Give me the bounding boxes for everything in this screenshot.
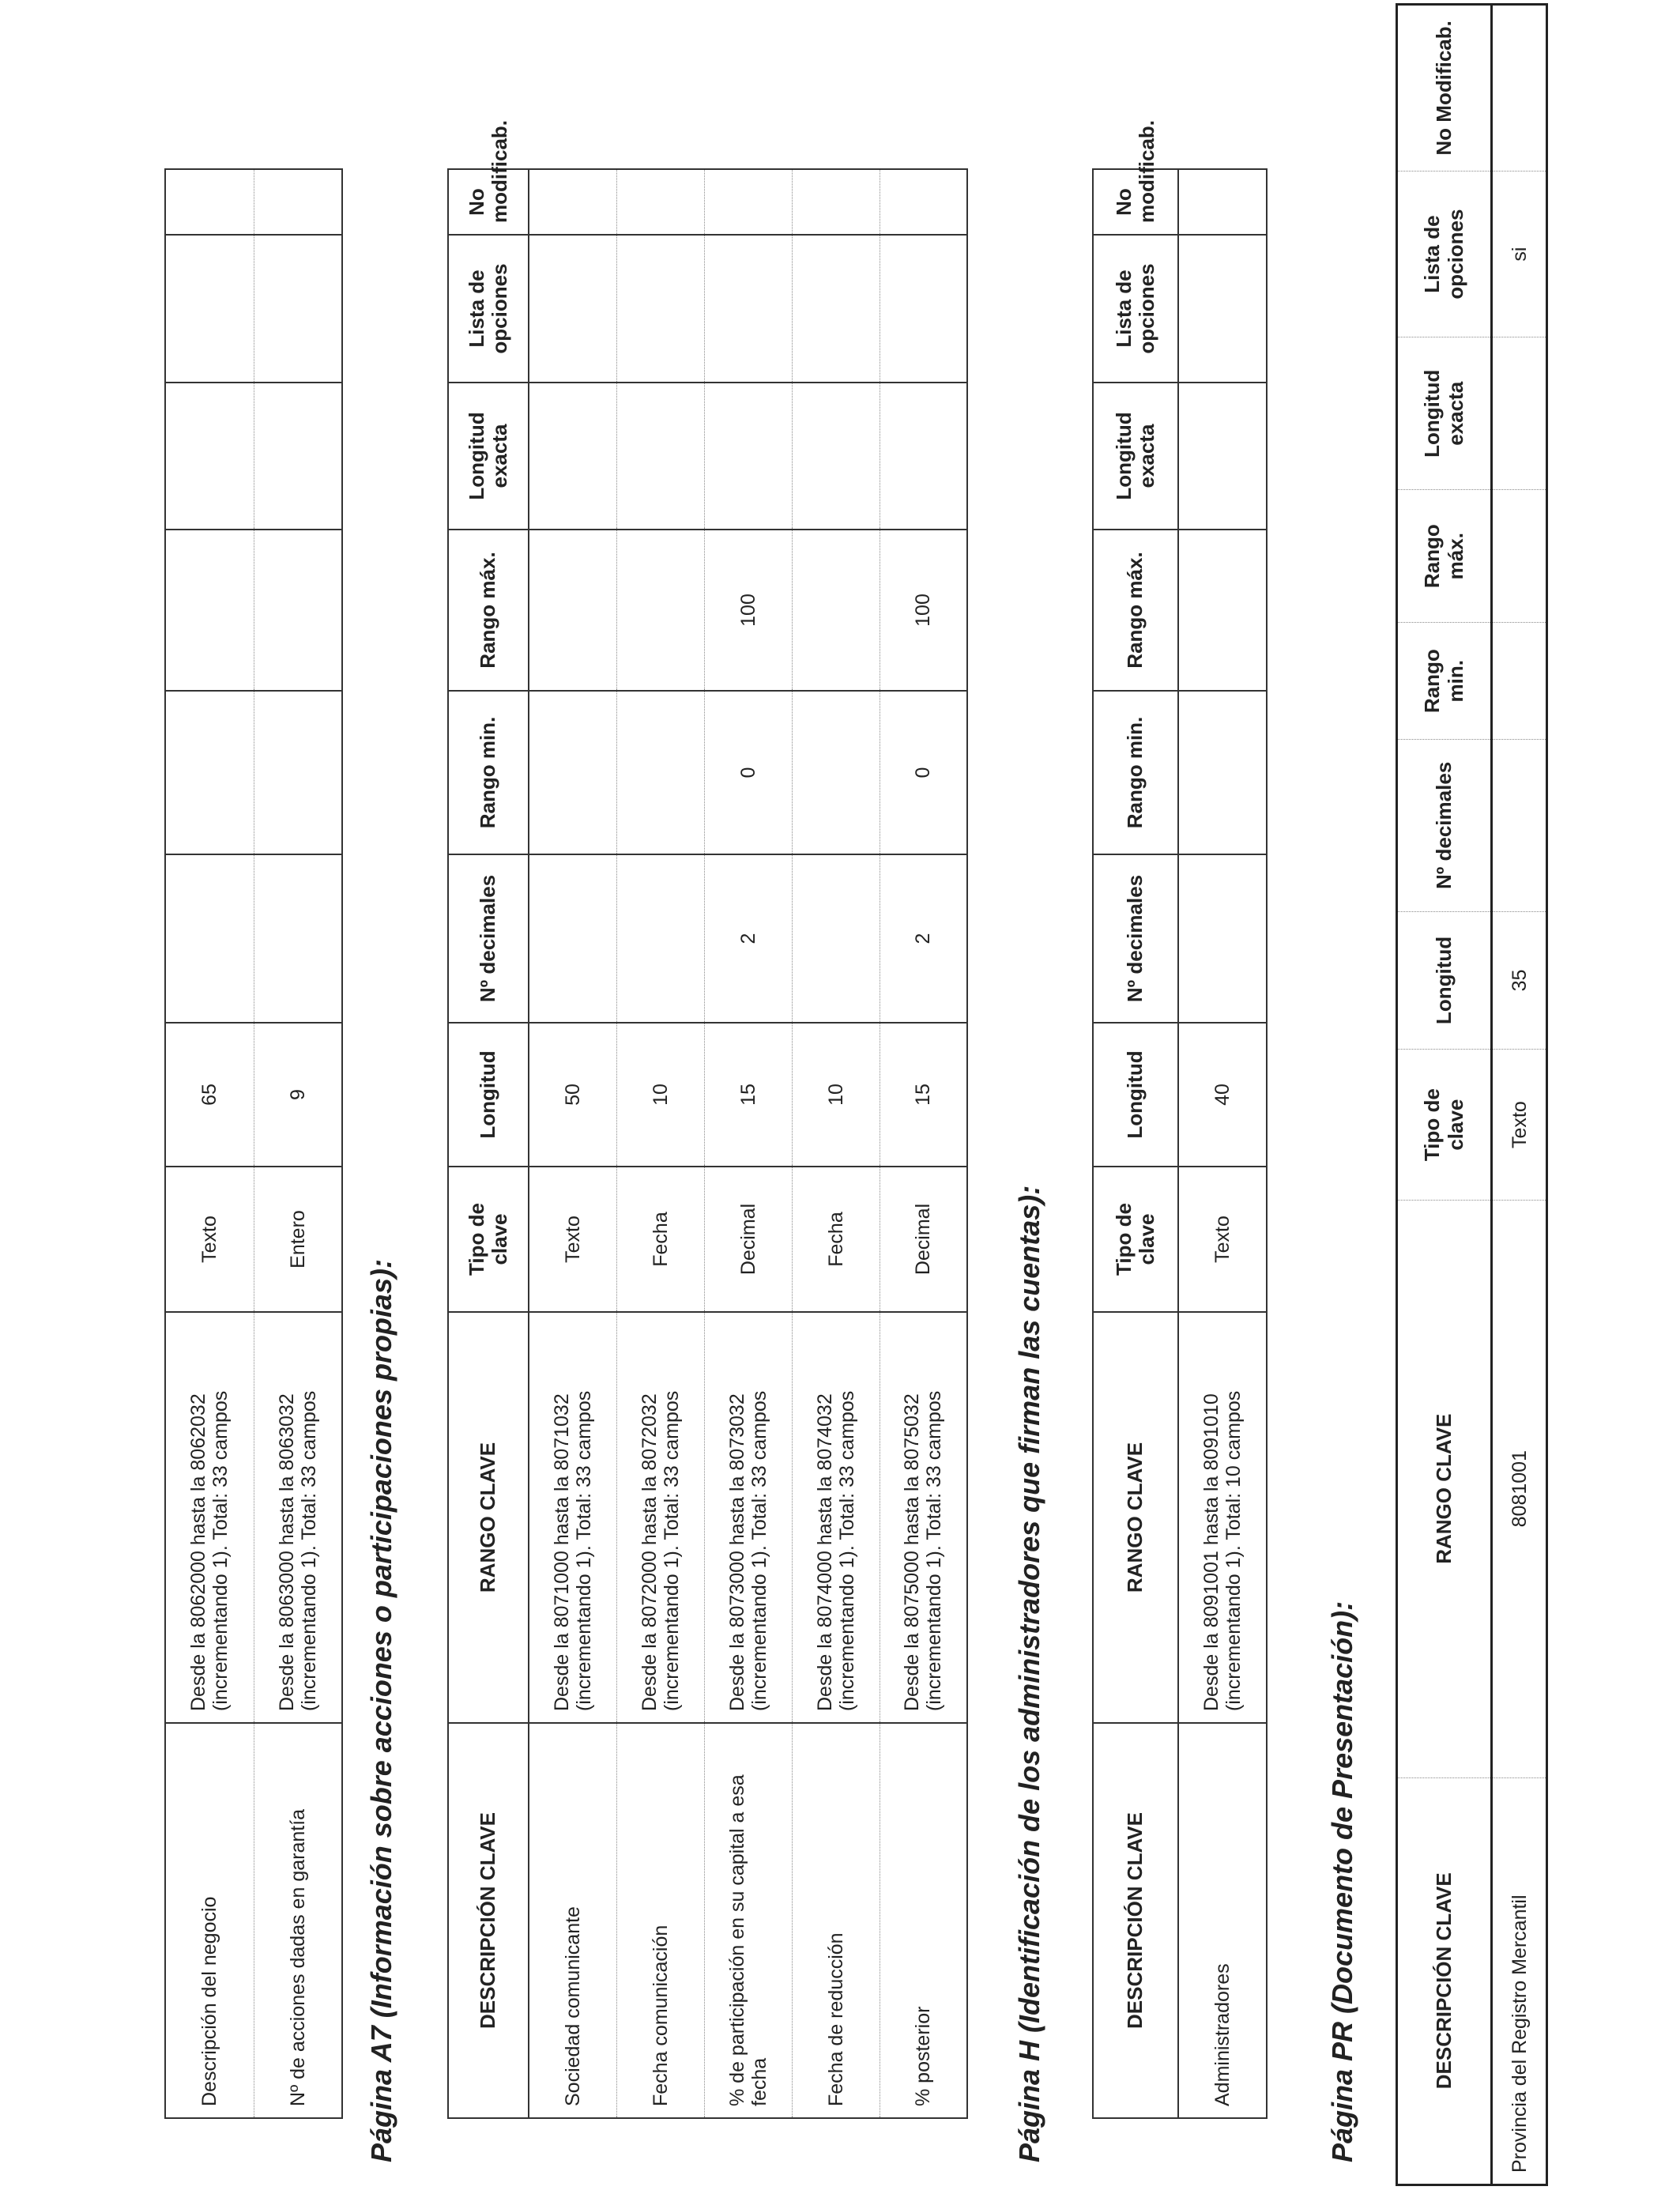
cell-rango: Desde la 8072000 hasta la 8072032 (incrementando 1). Total: 33 campos: [616, 1312, 704, 1723]
table-h: [1092, 119, 1268, 2119]
cell-decimales: [529, 854, 616, 1023]
cell-descripcion: Sociedad comunicante: [529, 1723, 616, 2118]
table-row: [792, 169, 880, 2118]
cell-tipo: Entero: [254, 1167, 342, 1312]
cell-long-exacta: [165, 383, 254, 530]
cell-tipo: Texto: [529, 1167, 616, 1312]
cell-no-modificable: [704, 169, 792, 235]
cell-lista: [616, 235, 704, 383]
header-tipo: Tipo de clave: [1093, 1167, 1178, 1312]
cell-long-exacta: [616, 383, 704, 530]
cell-long-exacta: [880, 383, 967, 530]
cell-no-modificable: [529, 169, 616, 235]
header-decimales: Nº decimales: [1093, 854, 1178, 1023]
cell-tipo: Decimal: [880, 1167, 967, 1312]
table-row: [704, 169, 792, 2118]
cell-longitud: 10: [616, 1023, 704, 1167]
cell-tipo: Texto: [165, 1167, 254, 1312]
cell-tipo: Texto: [1178, 1167, 1267, 1312]
header-rango-max: Rango máx.: [1397, 490, 1492, 623]
cell-no-modificable: [792, 169, 880, 235]
cell-no-modificable: [880, 169, 967, 235]
section-pr-title: Página PR (Documento de Presentación):: [1326, 1600, 1358, 2162]
table-row: [1178, 169, 1267, 2118]
cell-descripcion: Fecha comunicación: [616, 1723, 704, 2118]
table-pr: [1396, 3, 1548, 2186]
cell-no-modificable: [165, 169, 254, 235]
cell-longitud: 65: [165, 1023, 254, 1167]
cell-lista: [880, 235, 967, 383]
table-row: [616, 169, 704, 2118]
cell-longitud: 50: [529, 1023, 616, 1167]
cell-rango: Desde la 8091001 hasta la 8091010 (incrementando 1). Total: 10 campos: [1178, 1312, 1267, 1723]
header-no-modificable: No modificab.: [448, 169, 529, 235]
cell-rango: Desde la 8071000 hasta la 8071032 (incrementando 1). Total: 33 campos: [529, 1312, 616, 1723]
table-row: [529, 169, 616, 2118]
header-long-exacta: Longitud exacta: [448, 383, 529, 530]
header-rango: RANGO CLAVE: [1397, 1200, 1492, 1777]
cell-rango: 8081001: [1492, 1200, 1547, 1777]
cell-rango-max: 100: [880, 530, 967, 691]
cell-tipo: Fecha: [616, 1167, 704, 1312]
header-tipo: Tipo de clave: [448, 1167, 529, 1312]
table-row: [254, 169, 342, 2118]
cell-no-modificable: [1492, 5, 1547, 172]
cell-decimales: [1492, 740, 1547, 911]
cell-decimales: [165, 854, 254, 1023]
cell-rango-min: [792, 691, 880, 854]
cell-longitud: 40: [1178, 1023, 1267, 1167]
cell-long-exacta: [1178, 383, 1267, 530]
cell-lista: [254, 235, 342, 383]
cell-rango: Desde la 8075000 hasta la 8075032 (incrementando 1). Total: 33 campos: [880, 1312, 967, 1723]
cell-rango-max: [529, 530, 616, 691]
header-descripcion: DESCRIPCIÓN CLAVE: [1397, 1777, 1492, 2185]
header-lista: Lista de opciones: [448, 235, 529, 383]
cell-lista: [165, 235, 254, 383]
header-long-exacta: Longitud exacta: [1093, 383, 1178, 530]
cell-lista: [792, 235, 880, 383]
header-no-modificable: No Modificab.: [1397, 5, 1492, 172]
table-row: [880, 169, 967, 2118]
cell-rango-max: [165, 530, 254, 691]
cell-decimales: [1178, 854, 1267, 1023]
cell-longitud: 10: [792, 1023, 880, 1167]
cell-rango-max: [1178, 530, 1267, 691]
cell-tipo: Texto: [1492, 1050, 1547, 1201]
section-h-title: Página H (Identificación de los administradores que firman las cuentas):: [1013, 1185, 1045, 2162]
cell-descripcion: Descripción del negocio: [165, 1723, 254, 2118]
cell-decimales: [254, 854, 342, 1023]
header-rango: RANGO CLAVE: [448, 1312, 529, 1723]
cell-rango: Desde la 8073000 hasta la 8073032 (incrementando 1). Total: 33 campos: [704, 1312, 792, 1723]
cell-tipo: Fecha: [792, 1167, 880, 1312]
cell-no-modificable: [616, 169, 704, 235]
cell-no-modificable: [254, 169, 342, 235]
cell-descripcion: Fecha de reducción: [792, 1723, 880, 2118]
cell-long-exacta: [1492, 337, 1547, 490]
cell-descripcion: Administradores: [1178, 1723, 1267, 2118]
cell-rango: Desde la 8074000 hasta la 8074032 (incrementando 1). Total: 33 campos: [792, 1312, 880, 1723]
cell-lista: [1178, 235, 1267, 383]
cell-rango-min: [254, 691, 342, 854]
cell-decimales: [792, 854, 880, 1023]
cell-descripcion: Nº de acciones dadas en garantía: [254, 1723, 342, 2118]
cell-rango-min: [529, 691, 616, 854]
cell-long-exacta: [529, 383, 616, 530]
header-lista: Lista de opciones: [1093, 235, 1178, 383]
table-row: [165, 169, 254, 2118]
header-longitud: Longitud: [448, 1023, 529, 1167]
header-decimales: Nº decimales: [448, 854, 529, 1023]
cell-descripcion: % de participación en su capital a esa fecha: [704, 1723, 792, 2118]
header-rango-max: Rango máx.: [1093, 530, 1178, 691]
cell-descripcion: % posterior: [880, 1723, 967, 2118]
cell-longitud: 9: [254, 1023, 342, 1167]
cell-rango: Desde la 8063000 hasta la 8063032 (incrementando 1). Total: 33 campos: [254, 1312, 342, 1723]
cell-long-exacta: [704, 383, 792, 530]
header-rango: RANGO CLAVE: [1093, 1312, 1178, 1723]
header-rango-min: Rango min.: [448, 691, 529, 854]
header-rango-min: Rango min.: [1093, 691, 1178, 854]
header-descripcion: DESCRIPCIÓN CLAVE: [1093, 1723, 1178, 2118]
cell-rango: Desde la 8062000 hasta la 8062032 (incrementando 1). Total: 33 campos: [165, 1312, 254, 1723]
cell-rango-min: [1492, 623, 1547, 740]
header-tipo: Tipo de clave: [1397, 1050, 1492, 1201]
cell-rango-max: [1492, 490, 1547, 623]
cell-longitud: 35: [1492, 911, 1547, 1050]
header-rango-max: Rango máx.: [448, 530, 529, 691]
header-descripcion: DESCRIPCIÓN CLAVE: [448, 1723, 529, 2118]
cell-decimales: 2: [880, 854, 967, 1023]
cell-lista: si: [1492, 171, 1547, 337]
header-long-exacta: Longitud exacta: [1397, 337, 1492, 490]
cell-tipo: Decimal: [704, 1167, 792, 1312]
table-row: [1492, 5, 1547, 2185]
header-longitud: Longitud: [1093, 1023, 1178, 1167]
cell-longitud: 15: [880, 1023, 967, 1167]
header-lista: Lista de opciones: [1397, 171, 1492, 337]
cell-lista: [529, 235, 616, 383]
cell-rango-max: [792, 530, 880, 691]
cell-lista: [704, 235, 792, 383]
header-longitud: Longitud: [1397, 911, 1492, 1050]
cell-decimales: [616, 854, 704, 1023]
header-rango-min: Rango min.: [1397, 623, 1492, 740]
cell-descripcion: Provincia del Registro Mercantil: [1492, 1777, 1547, 2185]
table-top: [164, 168, 343, 2119]
cell-rango-max: [254, 530, 342, 691]
cell-rango-min: 0: [880, 691, 967, 854]
cell-rango-min: [1178, 691, 1267, 854]
cell-long-exacta: [792, 383, 880, 530]
section-a7-title: Página A7 (Información sobre acciones o participaciones propias):: [365, 1259, 397, 2162]
cell-decimales: 2: [704, 854, 792, 1023]
header-decimales: Nº decimales: [1397, 740, 1492, 911]
table-a7: [447, 119, 968, 2119]
cell-longitud: 15: [704, 1023, 792, 1167]
cell-rango-max: [616, 530, 704, 691]
header-no-modificable: No modificab.: [1093, 169, 1178, 235]
cell-no-modificable: [1178, 169, 1267, 235]
cell-rango-max: 100: [704, 530, 792, 691]
cell-rango-min: 0: [704, 691, 792, 854]
cell-long-exacta: [254, 383, 342, 530]
cell-rango-min: [616, 691, 704, 854]
cell-rango-min: [165, 691, 254, 854]
